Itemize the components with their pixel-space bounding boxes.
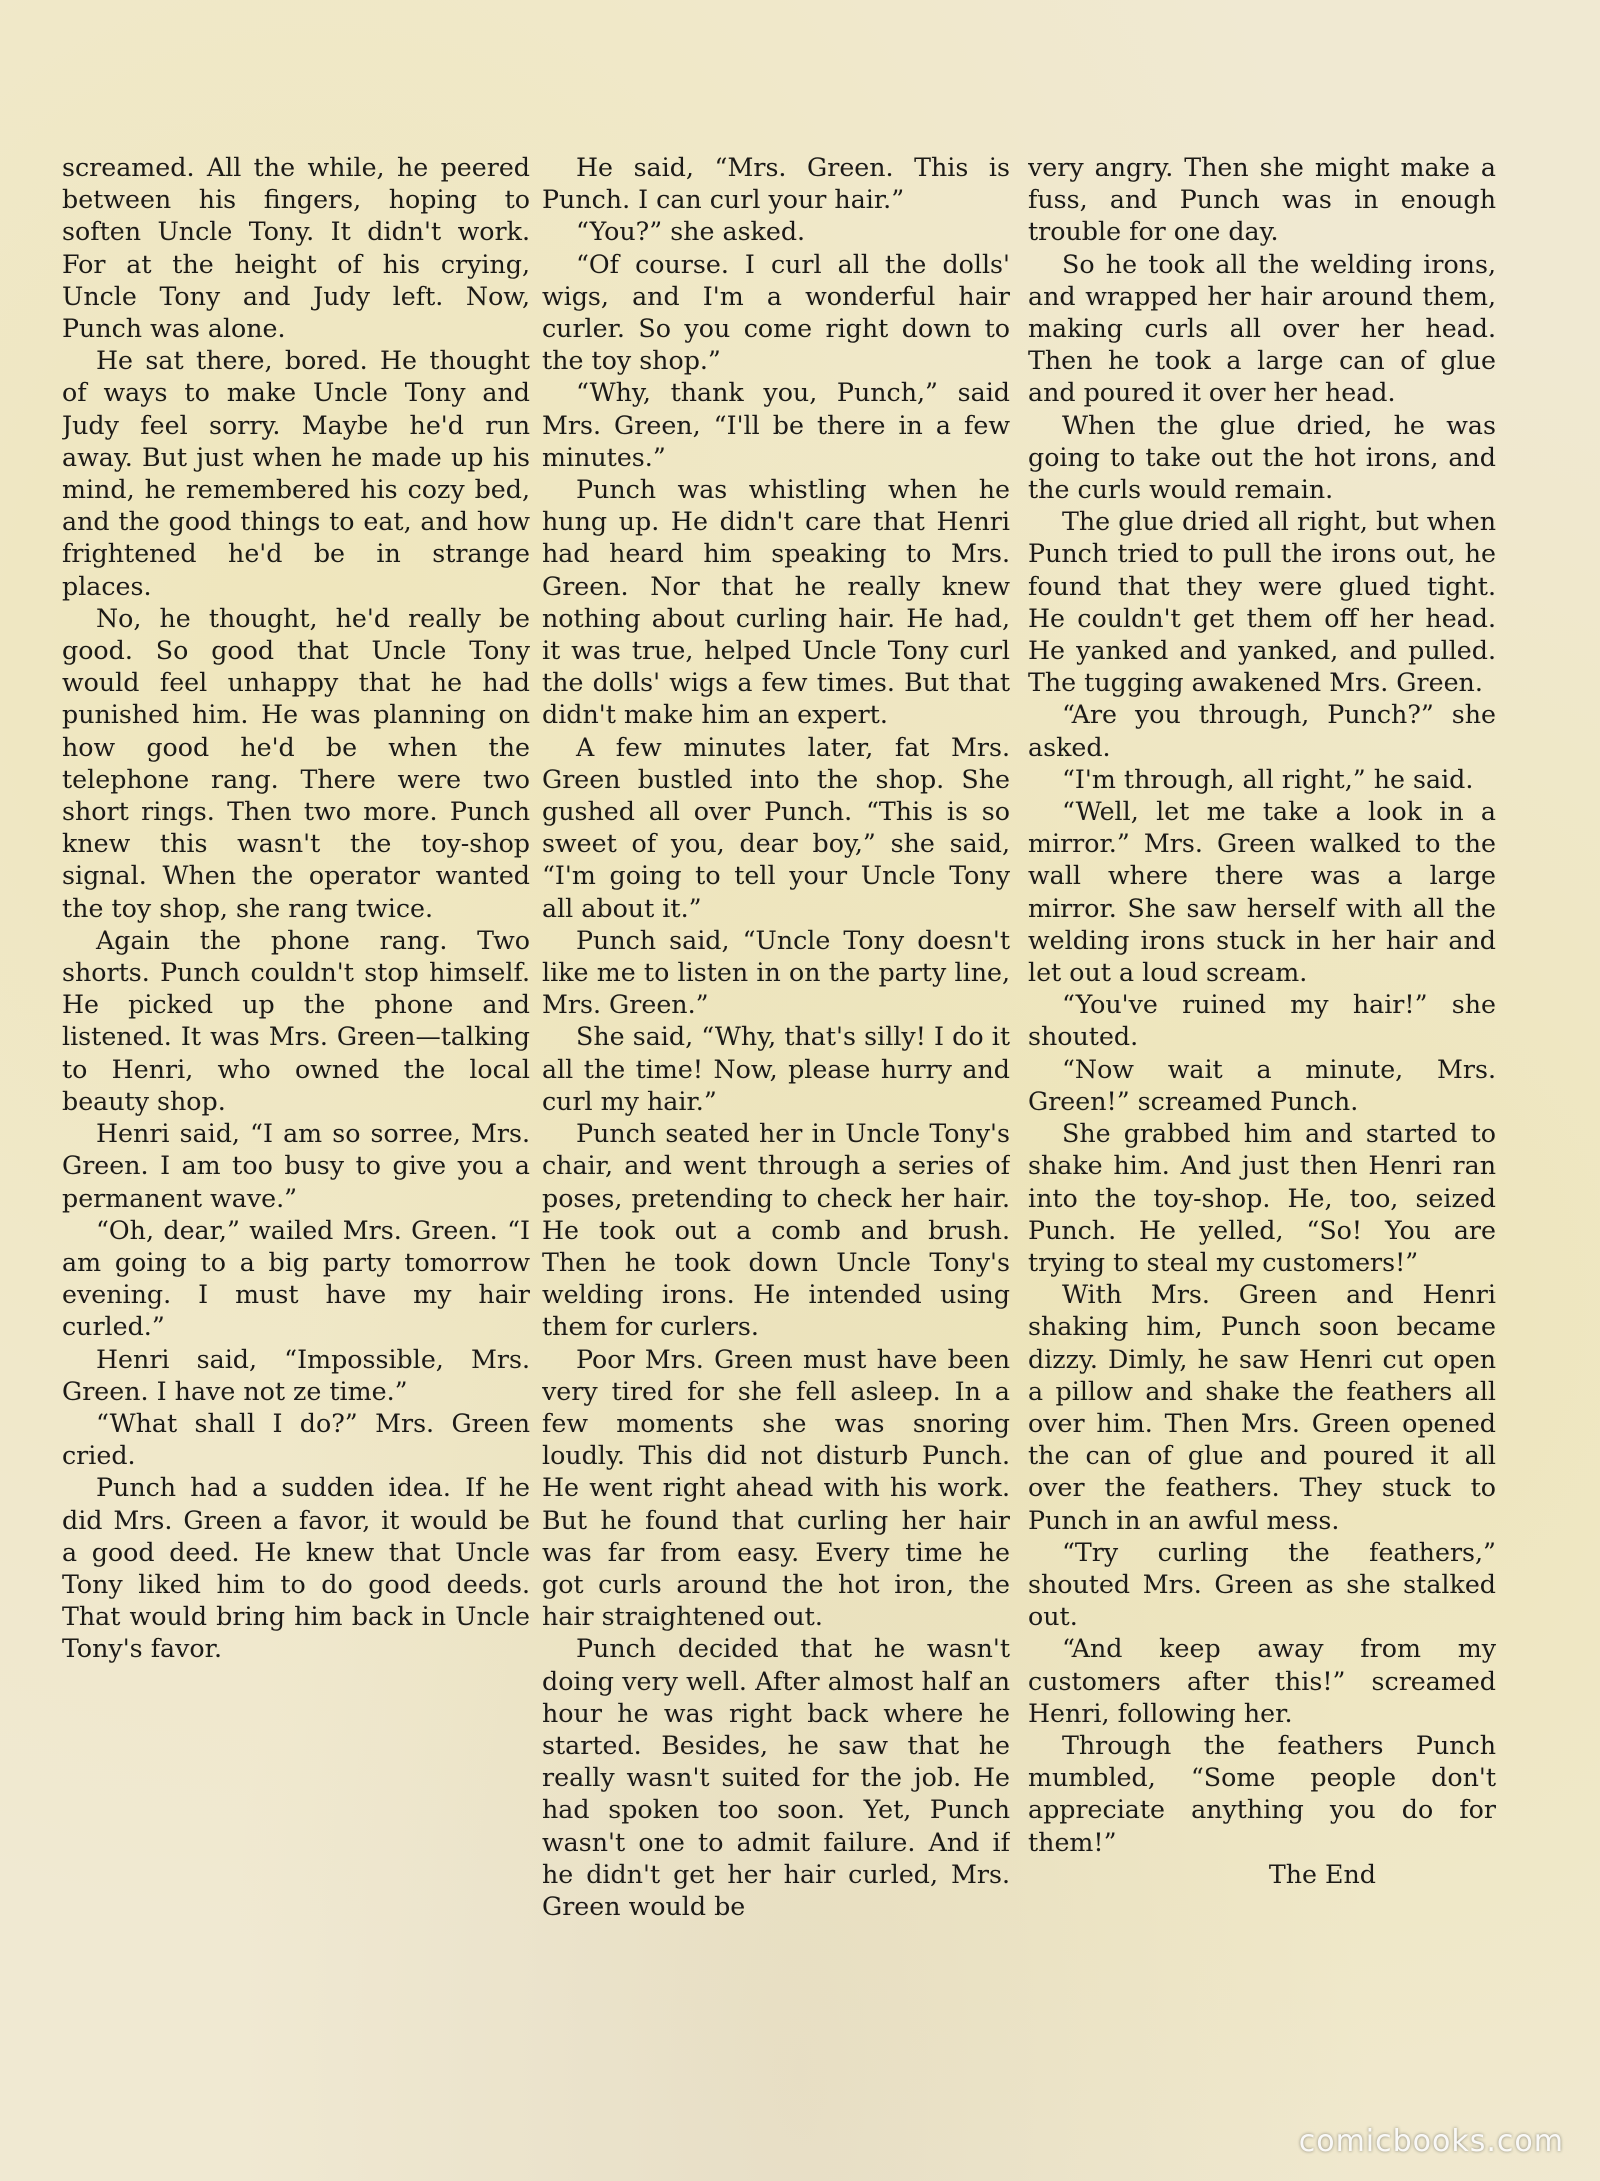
paragraph: With Mrs. Green and Henri shaking him, Punch soon became dizzy. Dimly, he saw Henri cut open a pillow and shake the feathers all over him. Then Mrs. Green opened the can of glue and poured it all over the feathers. They stuck to Punch in an awful mess.: [1028, 1280, 1496, 1535]
paragraph: So he took all the welding irons, and wrapped her hair around them, making curls all over her head. Then he took a large can of glue and poured it over her head.: [1028, 249, 1496, 408]
paragraph: A few minutes later, fat Mrs. Green bustled into the shop. She gushed all over Punch. “This is so sweet of you, dear boy,” she said, “I'm going to tell your Uncle Tony all about it.”: [542, 732, 1010, 923]
paragraph: Punch seated her in Uncle Tony's chair, and went through a series of poses, pretending to check her hair. He took out a comb and brush. Then he took down Uncle Tony's welding irons. He intended using them for curlers.: [542, 1119, 1010, 1342]
paragraph: She grabbed him and started to shake him. And just then Henri ran into the toy-shop. He, too, seized Punch. He yelled, “So! You are trying to steal my customers!”: [1028, 1119, 1496, 1277]
paragraph: She said, “Why, that's silly! I do it all the time! Now, please hurry and curl my hair.”: [542, 1022, 1010, 1116]
paragraph: Punch decided that he wasn't doing very well. After almost half an hour he was right back where he started. Besides, he saw that he really wasn't suited for the job. He had spoken too soon. Yet, Punch wasn't one to admit failure. And if he didn't get her hair curled, Mrs. Green would be: [542, 1634, 1010, 1921]
paragraph: Through the feathers Punch mumbled, “Some people don't appreciate anything you do for them!”: [1028, 1730, 1496, 1857]
story-end-label: The End: [1268, 1859, 1376, 1889]
paragraph: “Oh, dear,” wailed Mrs. Green. “I am going to a big party tomorrow evening. I must have my hair curled.”: [62, 1215, 530, 1342]
paragraph: Punch said, “Uncle Tony doesn't like me to listen in on the party line, Mrs. Green.”: [542, 925, 1010, 1020]
paragraph: “You've ruined my hair!” she shouted.: [1028, 990, 1496, 1052]
paragraph: When the glue dried, he was going to take out the hot irons, and the curls would remain.: [1028, 410, 1496, 505]
paragraph: He sat there, bored. He thought of ways to make Uncle Tony and Judy feel sorry. Maybe he'd run away. But just when he made up his mind, he remembered his cozy bed, and the good things to eat, and how frightened he'd be in strange places.: [62, 346, 530, 601]
text-column-3: [1028, 152, 1496, 2052]
paragraph: He said, “Mrs. Green. This is Punch. I can curl your hair.”: [542, 153, 1010, 215]
paragraph: “Now wait a minute, Mrs. Green!” screamed Punch.: [1028, 1054, 1496, 1116]
paragraph: Henri said, “I am so sorree, Mrs. Green. I am too busy to give you a permanent wave.”: [62, 1119, 530, 1213]
paragraph: screamed. All the while, he peered between his fingers, hoping to soften Uncle Tony. It didn't work. For at the height of his crying, Uncle Tony and Judy left. Now, Punch was alone.: [62, 153, 530, 344]
paragraph: “Of course. I curl all the dolls' wigs, and I'm a wonderful hair curler. So you come right down to the toy shop.”: [542, 249, 1010, 376]
paragraph: “Why, thank you, Punch,” said Mrs. Green, “I'll be there in a few minutes.”: [542, 378, 1010, 472]
text-column-1: [62, 152, 530, 2052]
paragraph: “Well, let me take a look in a mirror.” Mrs. Green walked to the wall where there was a large mirror. She saw herself with all the welding irons stuck in her hair and let out a loud scream.: [1028, 797, 1496, 988]
paragraph: Punch was whistling when he hung up. He didn't care that Henri had heard him speaking to Mrs. Green. Nor that he really knew nothing about curling hair. He had, it was true, helped Uncle Tony curl the dolls' wigs a few times. But that didn't make him an expert.: [542, 475, 1010, 730]
paragraph: “I'm through, all right,” he said.: [1062, 764, 1474, 794]
paragraph: “You?” she asked.: [576, 217, 806, 247]
paragraph: “What shall I do?” Mrs. Green cried.: [62, 1408, 530, 1471]
paragraph: “Try curling the feathers,” shouted Mrs. Green as she stalked out.: [1028, 1537, 1496, 1632]
text-column-2: [542, 152, 1010, 2052]
paragraph: Again the phone rang. Two shorts. Punch couldn't stop himself. He picked up the phone and listened. It was Mrs. Green—talking to Henri, who owned the local beauty shop.: [62, 925, 530, 1116]
paragraph: “And keep away from my customers after this!” screamed Henri, following her.: [1028, 1634, 1496, 1728]
paragraph: “Are you through, Punch?” she asked.: [1028, 700, 1496, 762]
paragraph: Poor Mrs. Green must have been very tired for she fell asleep. In a few moments she was snoring loudly. This did not disturb Punch. He went right ahead with his work. But he found that curling her hair was far from easy. Every time he got curls around the hot iron, the hair straightened out.: [542, 1344, 1010, 1632]
paragraph: very angry. Then she might make a fuss, and Punch was in enough trouble for one day.: [1028, 153, 1496, 247]
paragraph: Punch had a sudden idea. If he did Mrs. Green a favor, it would be a good deed. He knew that Uncle Tony liked him to do good deeds. That would bring him back in Uncle Tony's favor.: [62, 1473, 530, 1664]
site-watermark: comicbooks.com: [1298, 2124, 1564, 2159]
paragraph: No, he thought, he'd really be good. So good that Uncle Tony would feel unhappy that he had punished him. He was planning on how good he'd be when the telephone rang. There were two short rings. Then two more. Punch knew this wasn't the toy-shop signal. When the operator wanted the toy shop, she rang twice.: [62, 603, 530, 923]
paragraph: The glue dried all right, but when Punch tried to pull the irons out, he found that they were glued tight. He couldn't get them off her head. He yanked and yanked, and pulled. The tugging awakened Mrs. Green.: [1028, 507, 1496, 698]
paragraph: Henri said, “Impossible, Mrs. Green. I have not ze time.”: [62, 1344, 530, 1406]
